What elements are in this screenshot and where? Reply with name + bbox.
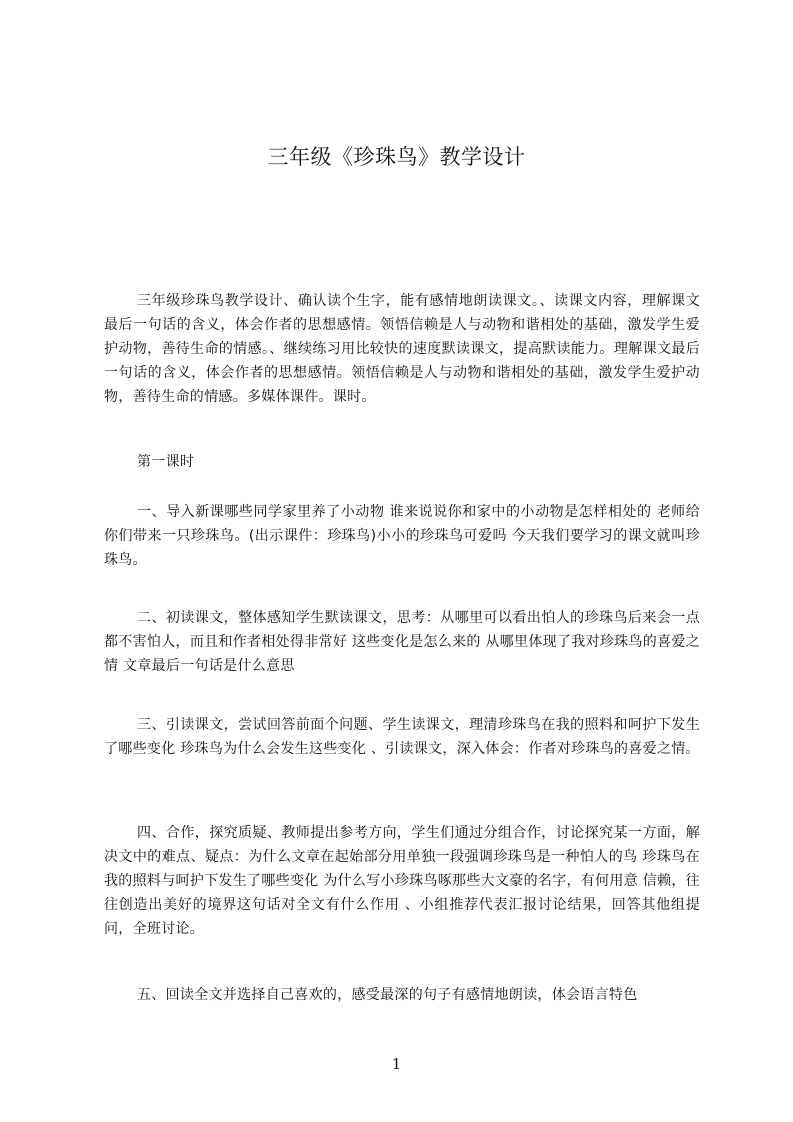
section-two-paragraph: 二、初读课文，整体感知学生默读课文，思考：从哪里可以看出怕人的珍珠鸟后来会一点都不害怕人，而且和作者相处得非常好 这些变化是怎么来的 从哪里体现了我对珍珠鸟的喜爱之情 文章最后一句话是什么意思 xyxy=(104,610,700,674)
section-five-paragraph: 五、回读全文并选择自己喜欢的，感受最深的句子有感情地朗读，体会语言特色 xyxy=(137,987,638,1003)
intro-paragraph: 三年级珍珠鸟教学设计、确认读个生字，能有感情地朗读课文。、读课文内容，理解课文最后一句话的含义，体会作者的思想感情。领悟信赖是人与动物和谐相处的基础，激发学生爱护动物，善待生命的情感。、继续练习用比较快的速度默读课文，提高默读能力。理解课文最后一句话的含义，体会作者的思想感情。领悟信赖是人与动物和谐相处的基础，激发学生爱护动物，善待生命的情感。多媒体课件。课时。 xyxy=(104,293,700,405)
section-one-paragraph: 一、导入新课哪些同学家里养了小动物 谁来说说你和家中的小动物是怎样相处的 老师给你们带来一只珍珠鸟。(出示课件：珍珠鸟)小小的珍珠鸟可爱吗 今天我们要学习的课文就叫珍珠鸟。 xyxy=(104,504,700,568)
page-number: 1 xyxy=(391,1055,402,1073)
section-three-paragraph: 三、引读课文，尝试回答前面个问题、学生读课文，理清珍珠鸟在我的照料和呵护下发生了哪些变化 珍珠鸟为什么会发生这些变化 、引读课文，深入体会：作者对珍珠鸟的喜爱之情。 xyxy=(104,717,700,757)
lesson-heading: 第一课时 xyxy=(137,454,195,470)
section-four-paragraph: 四、合作，探究质疑、教师提出参考方向，学生们通过分组合作，讨论探究某一方面，解决文中的难点、疑点：为什么文章在起始部分用单独一段强调珍珠鸟是一种怕人的鸟 珍珠鸟在我的照料与呵护下发生了哪些变化 为什么写小珍珠鸟啄那些大文豪的名字，有何用意 信赖，往往创造出美好的境界这句话对全文有什么作用 、小组推荐代表汇报讨论结果，回答其他组提问，全班讨论。 xyxy=(104,825,700,937)
document-title: 三年级《珍珠鸟》教学设计 xyxy=(267,145,526,169)
